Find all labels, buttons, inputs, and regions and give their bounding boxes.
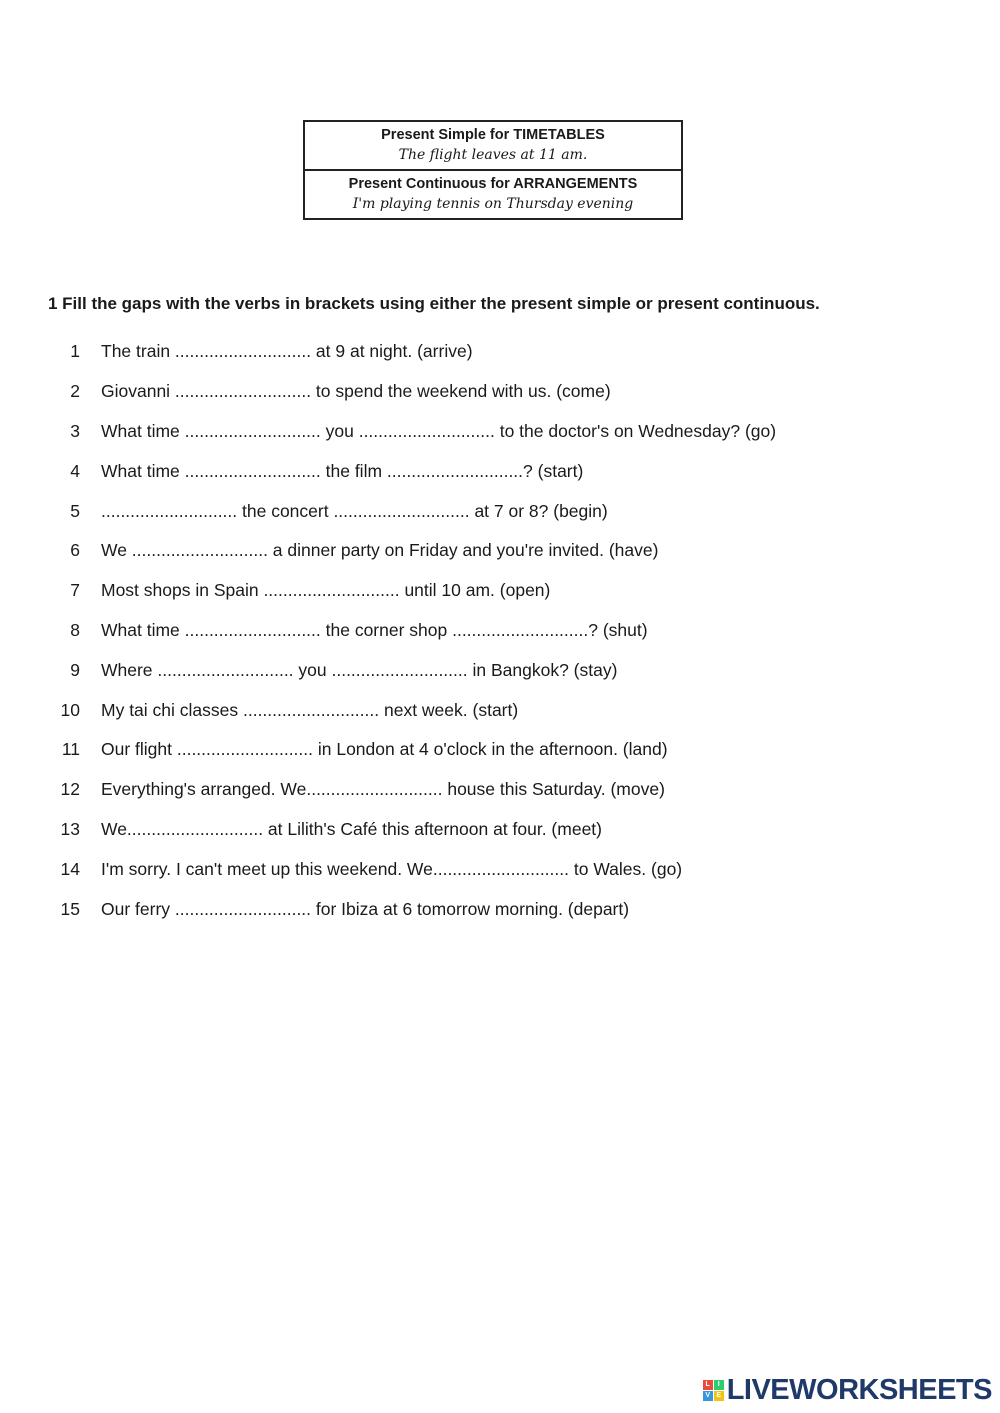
item-text: Where ............................ you ............................ in Bangkok? (stay) [101, 659, 618, 680]
rule-title: Present Continuous for ARRANGEMENTS [348, 176, 638, 192]
item-number: 8 [70, 619, 80, 640]
item-text: Our flight ............................ in London at 4 o'clock in the afternoon. (land) [101, 739, 668, 760]
logo-letter: V [703, 1391, 713, 1401]
item-number: 4 [70, 460, 80, 481]
item-text: We............................ at Lilith's Café this afternoon at four. (meet) [101, 818, 602, 839]
exercise-item [52, 770, 776, 810]
exercise-item [52, 531, 776, 571]
logo-letter: L [703, 1380, 713, 1390]
item-text: What time ............................ you ............................ to the doctor's on Wednesday? (go) [101, 420, 777, 441]
item-number: 11 [61, 739, 80, 760]
logo-letter: E [714, 1391, 724, 1401]
item-text: I'm sorry. I can't meet up this weekend. We............................ to Wales. (go) [101, 858, 683, 879]
rule-present-continuous [305, 169, 681, 218]
exercise-item [52, 491, 776, 531]
exercise-item [52, 571, 776, 611]
item-number: 6 [70, 540, 80, 561]
item-text: The train ............................ at 9 at night. (arrive) [101, 341, 473, 362]
exercise-item [52, 849, 776, 889]
logo-letter: I [714, 1380, 724, 1390]
item-number: 2 [70, 381, 80, 402]
liveworksheets-brand [703, 1374, 992, 1407]
item-number: 1 [70, 341, 80, 362]
exercise-item [52, 690, 776, 730]
item-number: 5 [70, 500, 80, 521]
exercise-item [52, 730, 776, 770]
rule-example: The flight leaves at 11 am. [398, 147, 588, 163]
exercise-list [52, 332, 776, 929]
grammar-rule-box [303, 120, 683, 220]
item-number: 10 [60, 699, 80, 720]
item-text: What time ............................ the film ............................? (start) [101, 460, 584, 481]
exercise-item [52, 611, 776, 651]
item-number: 15 [60, 898, 80, 919]
exercise-item [52, 650, 776, 690]
item-number: 9 [70, 659, 80, 680]
item-number: 14 [60, 858, 80, 879]
brand-name: LIVEWORKSHEETS [726, 1374, 992, 1406]
item-text: We ............................ a dinner party on Friday and you're invited. (have) [101, 540, 659, 561]
exercise-item [52, 810, 776, 850]
exercise-item [52, 412, 776, 452]
item-number: 3 [70, 420, 80, 441]
exercise-item [52, 332, 776, 372]
rule-present-simple [305, 122, 681, 169]
rule-title: Present Simple for TIMETABLES [381, 127, 605, 143]
item-number: 13 [60, 818, 80, 839]
exercise-item [52, 451, 776, 491]
exercise-item [52, 889, 776, 929]
item-number: 12 [60, 779, 80, 800]
item-text: Our ferry ............................ for Ibiza at 6 tomorrow morning. (depart) [101, 898, 630, 919]
item-text: ............................ the concert ............................ at 7 or 8? (begin) [101, 500, 608, 521]
exercise-instruction: 1 Fill the gaps with the verbs in brackets using either the present simple or present continuous. [48, 294, 820, 313]
item-text: Everything's arranged. We............................ house this Saturday. (move) [101, 779, 665, 800]
item-text: What time ............................ the corner shop ............................? (shut) [101, 619, 648, 640]
exercise-item [52, 372, 776, 412]
item-text: Most shops in Spain ............................ until 10 am. (open) [101, 580, 551, 601]
liveworksheets-logo-icon [703, 1380, 724, 1401]
item-text: My tai chi classes ............................ next week. (start) [101, 699, 519, 720]
rule-example: I'm playing tennis on Thursday evening [352, 196, 634, 212]
item-number: 7 [70, 580, 80, 601]
item-text: Giovanni ............................ to spend the weekend with us. (come) [101, 381, 611, 402]
